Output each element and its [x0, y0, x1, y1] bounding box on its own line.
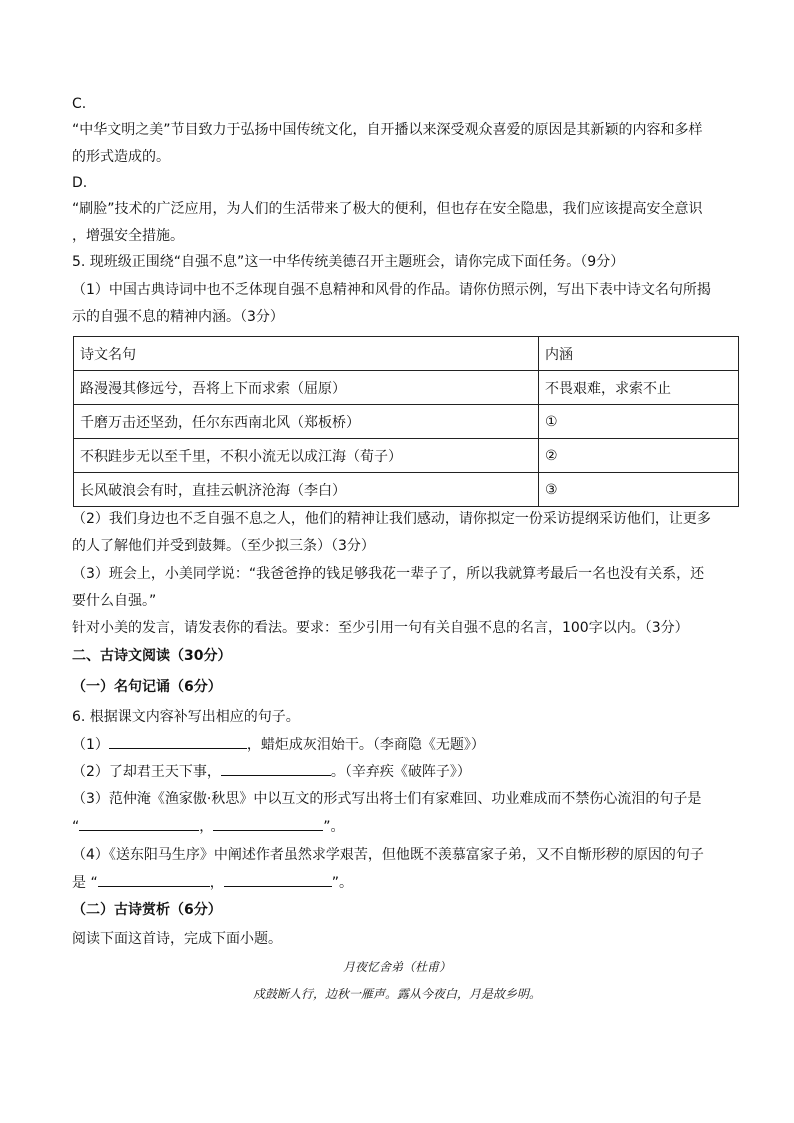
poem-meaning-table — [73, 336, 739, 507]
answer-blank[interactable] — [213, 816, 323, 831]
option-d-text-line2: ，增强安全措施。 — [72, 228, 184, 244]
item1-number: （1） — [72, 737, 109, 753]
question-6-item3-line2 — [72, 816, 345, 837]
question-6-item4-line1: （4）《送东阳马生序》中阐述作者虽然求学艰苦，但他既不羡慕富家子弟，又不自惭形秽的原因的句子 — [72, 847, 704, 863]
comma: ， — [199, 819, 214, 835]
option-c-label: C. — [72, 96, 87, 112]
question-6-item4-line2 — [72, 872, 353, 893]
table-cell-verse: 路漫漫其修远兮，吾将上下而求索（屈原） — [74, 371, 539, 405]
option-c-text-line1: “中华文明之美”节目致力于弘扬中国传统文化，自开播以来深受观众喜爱的原因是其新颖的内容和多样 — [72, 122, 703, 138]
item2-text-before: （2）了却君王天下事， — [72, 764, 221, 780]
question-6-item1 — [72, 734, 485, 755]
table-cell-verse: 不积跬步无以至千里，不积小流无以成江海（荀子） — [74, 439, 539, 473]
table-row — [74, 371, 739, 405]
table-cell-verse: 长风破浪会有时，直挂云帆济沧海（李白） — [74, 473, 539, 507]
answer-blank[interactable] — [109, 734, 247, 749]
option-c-text-line2: 的形式造成的。 — [72, 149, 170, 165]
table-cell-meaning: ② — [539, 439, 739, 473]
option-d-text-line1: “刷脸”技术的广泛应用，为人们的生活带来了极大的便利，但也存在安全隐患，我们应该提高安全意识 — [72, 201, 703, 217]
table-row — [74, 473, 739, 507]
option-d-label: D. — [72, 175, 88, 191]
question-5-sub1-line1: （1）中国古典诗词中也不乏体现自强不息精神和风骨的作品。请你仿照示例，写出下表中诗文名句所揭 — [72, 282, 711, 298]
item1-text: ，蜡炬成灰泪始干。（李商隐《无题》） — [246, 737, 485, 753]
table-header-verse: 诗文名句 — [74, 337, 539, 371]
comma: ， — [209, 875, 224, 891]
poem-title: 月夜忆舍弟（杜甫） — [342, 960, 451, 974]
answer-blank[interactable] — [224, 872, 332, 887]
question-5-sub1-line2: 示的自强不息的精神内涵。（3分） — [72, 309, 284, 325]
table-row — [74, 405, 739, 439]
question-5-sub2-line2: 的人了解他们并受到鼓舞。（至少拟三条）（3分） — [72, 538, 375, 554]
table-header-meaning: 内涵 — [539, 337, 739, 371]
table-header-row — [74, 337, 739, 371]
table-row — [74, 439, 739, 473]
table-cell-meaning: ① — [539, 405, 739, 439]
question-6-item3-line1: （3）范仲淹《渔家傲·秋思》中以互文的形式写出将士们有家难回、功业难成而不禁伤心流泪的句子是 — [72, 791, 702, 807]
part-2-title: （二）古诗赏析（6分） — [72, 902, 222, 918]
question-6-stem: 6. 根据课文内容补写出相应的句子。 — [72, 709, 300, 725]
part-2-intro: 阅读下面这首诗，完成下面小题。 — [72, 931, 282, 947]
table-cell-meaning: 不畏艰难，求索不止 — [539, 371, 739, 405]
question-5-sub3-line1: （3）班会上，小美同学说：“我爸爸挣的钱足够我花一辈子了，所以我就算考最后一名也没有关系，还 — [72, 566, 705, 582]
table-cell-verse: 千磨万击还坚劲，任尔东西南北风（郑板桥） — [74, 405, 539, 439]
question-5-stem: 5. 现班级正围绕“自强不息”这一中华传统美德召开主题班会，请你完成下面任务。（9分） — [72, 254, 625, 270]
question-5-sub3-line2: 要什么自强。” — [72, 593, 157, 609]
open-quote: “ — [72, 819, 80, 835]
table-cell-meaning: ③ — [539, 473, 739, 507]
question-5-sub3-line3: 针对小美的发言，请发表你的看法。要求：至少引用一句有关自强不息的名言，100字以内。（3分） — [72, 620, 689, 636]
answer-blank[interactable] — [221, 761, 331, 776]
close-quote: ”。 — [331, 875, 353, 891]
item4-prefix: 是 “ — [72, 875, 98, 891]
item2-text-after: 。（辛弃疾《破阵子》） — [330, 764, 471, 780]
close-quote: ”。 — [323, 819, 345, 835]
question-6-item2 — [72, 761, 471, 782]
poem-line: 戍鼓断人行，边秋一雁声。露从今夜白，月是故乡明。 — [252, 987, 541, 1001]
answer-blank[interactable] — [79, 816, 199, 831]
question-5-sub2-line1: （2）我们身边也不乏自强不息之人，他们的精神让我们感动，请你拟定一份采访提纲采访他们，让更多 — [72, 511, 711, 527]
part-1-title: （一）名句记诵（6分） — [72, 679, 222, 695]
section-2-title: 二、古诗文阅读（30分） — [72, 648, 232, 664]
answer-blank[interactable] — [98, 872, 210, 887]
